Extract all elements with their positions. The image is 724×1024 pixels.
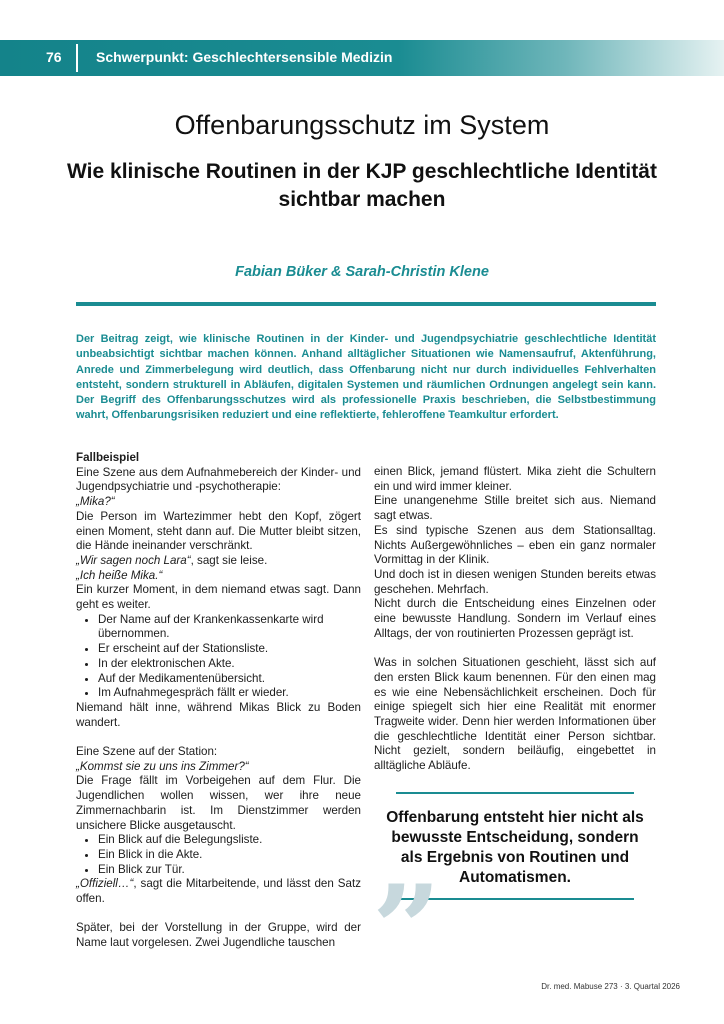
article-authors: Fabian Büker & Sarah-Christin Klene (235, 264, 489, 280)
quote: „Offiziell…“ (76, 877, 134, 891)
paragraph-gap (76, 730, 361, 745)
bullet-list (76, 833, 361, 877)
list-item: • In der elektronischen Akte. (98, 657, 361, 672)
paragraph-gap (76, 907, 361, 922)
paragraph: Nicht durch die Entscheidung eines Einzelnen oder eine bewusste Handlung. Sondern im Verlauf eines Alltags, der von routinierten Prozessen geprägt ist. (374, 597, 656, 640)
paragraph: Niemand hält inne, während Mikas Blick zu Boden wandert. (76, 700, 361, 729)
quote: „Wir sagen noch Lara“ (76, 553, 191, 567)
quote-tail: , sagt die Mitarbeitende, und lässt den Satz offen. (76, 877, 361, 906)
title-rule (76, 302, 656, 306)
quote: „Mika?“ (76, 495, 115, 509)
paragraph (76, 554, 361, 569)
list-item: • Ein Blick in die Akte. (98, 848, 361, 863)
paragraph: Und doch ist in diesen wenigen Stunden bereits etwas geschehen. Mehrfach. (374, 567, 656, 596)
list-item: • Der Name auf der Krankenkassenkarte wird übernommen. (98, 613, 361, 642)
quote: „Kommst sie zu uns ins Zimmer?“ (76, 759, 249, 773)
article-subtitle: Wie klinische Routinen in der KJP geschlechtliche Identität sichtbar machen (67, 160, 657, 211)
paragraph: Eine unangenehme Stille breitet sich aus. Niemand sagt etwas. (374, 494, 656, 523)
quote-tail: , sagt sie leise. (190, 553, 268, 567)
left-column (76, 451, 361, 951)
section-title: Schwerpunkt: Geschlechtersensible Medizin (96, 49, 393, 65)
paragraph: Eine Szene auf der Station: (76, 745, 218, 759)
article-title: Offenbarungsschutz im System (174, 110, 550, 140)
quote-mark-icon: ” (372, 859, 442, 1000)
header-divider (76, 44, 78, 72)
paragraph-gap (374, 641, 656, 656)
paragraph: Die Frage fällt im Vorbeigehen auf dem Flur. Die Jugendlichen wollen wissen, wer ihre neue Zimmernachbarin ist. Im Dienstzimmer werden unsichere Blicke ausgetauscht. (76, 774, 361, 832)
right-column (374, 465, 656, 774)
abstract: Der Beitrag zeigt, wie klinische Routinen in der Kinder- und Jugendpsychiatrie geschlechtliche Identität unbeabsichtigt sichtbar machen können. Anhand alltäglicher Situationen wie Namensaufruf, Aktenführung, Anrede und Zimmerbelegung wird deutlich, dass Offenbarung nicht nur durch individuelles Fehlverhalten entsteht, sondern strukturell in Abläufen, digitalen Systemen und räumlichen Ordnungen angelegt sein kann. Der Begriff des Offenbarungsschutzes wird als professionelle Praxis beschrieben, die Selbstbestimmung wahrt, Offenbarungsrisiken reduziert und eine reflektierte, fehleroffene Teamkultur erfordert. (76, 333, 656, 422)
list-item: • Im Aufnahmegespräch fällt er wieder. (98, 686, 361, 701)
paragraph: Was in solchen Situationen geschieht, lässt sich auf den ersten Blick kaum benennen. Für den einen mag es wie eine Nebensächlichkeit erscheinen. Doch für einige spiegelt sich hier eine Realität mit enormer Tragweite wider. Denn hier werden Informationen über die geschlechtliche Identität einer Person sichtbar. Nicht gezielt, sondern beiläufig, eingebettet in alltägliche Abläufe. (374, 656, 656, 773)
bullet-list (76, 613, 361, 701)
list-item: • Auf der Medikamentenübersicht. (98, 672, 361, 687)
paragraph: Ein kurzer Moment, in dem niemand etwas sagt. Dann geht es weiter. (76, 583, 361, 612)
pull-quote: Offenbarung entsteht hier nicht als bewusste Entscheidung, sondern als Ergebnis von Routinen und Automatismen. (386, 809, 644, 886)
pull-quote-rule-top (396, 792, 634, 794)
paragraph: Die Person im Wartezimmer hebt den Kopf, zögert einen Moment, steht dann auf. Die Mutter bleibt sitzen, die Hände ineinander verschränkt. (76, 509, 361, 553)
quote: „Ich heiße Mika.“ (76, 568, 163, 582)
paragraph: Eine Szene aus dem Aufnahmebereich der Kinder- und Jugendpsychiatrie und -psychotherapie: (76, 465, 361, 494)
page-number: 76 (46, 49, 62, 65)
list-item: • Ein Blick zur Tür. (98, 863, 361, 878)
paragraph: einen Blick, jemand flüstert. Mika zieht die Schultern ein und wird immer kleiner. (374, 465, 656, 493)
section-heading: Fallbeispiel (76, 451, 140, 464)
paragraph (76, 877, 361, 906)
list-item: • Er erscheint auf der Stationsliste. (98, 642, 361, 657)
list-item: • Ein Blick auf die Belegungsliste. (98, 833, 361, 848)
paragraph: Später, bei der Vorstellung in der Gruppe, wird der Name laut vorgelesen. Zwei Jugendliche tauschen (76, 921, 361, 950)
page-footer: Dr. med. Mabuse 273 · 3. Quartal 2026 (541, 982, 680, 991)
paragraph: Es sind typische Szenen aus dem Stationsalltag. Nichts Außergewöhnliches – eben ein ganz normaler Vormittag in der Klinik. (374, 523, 656, 567)
